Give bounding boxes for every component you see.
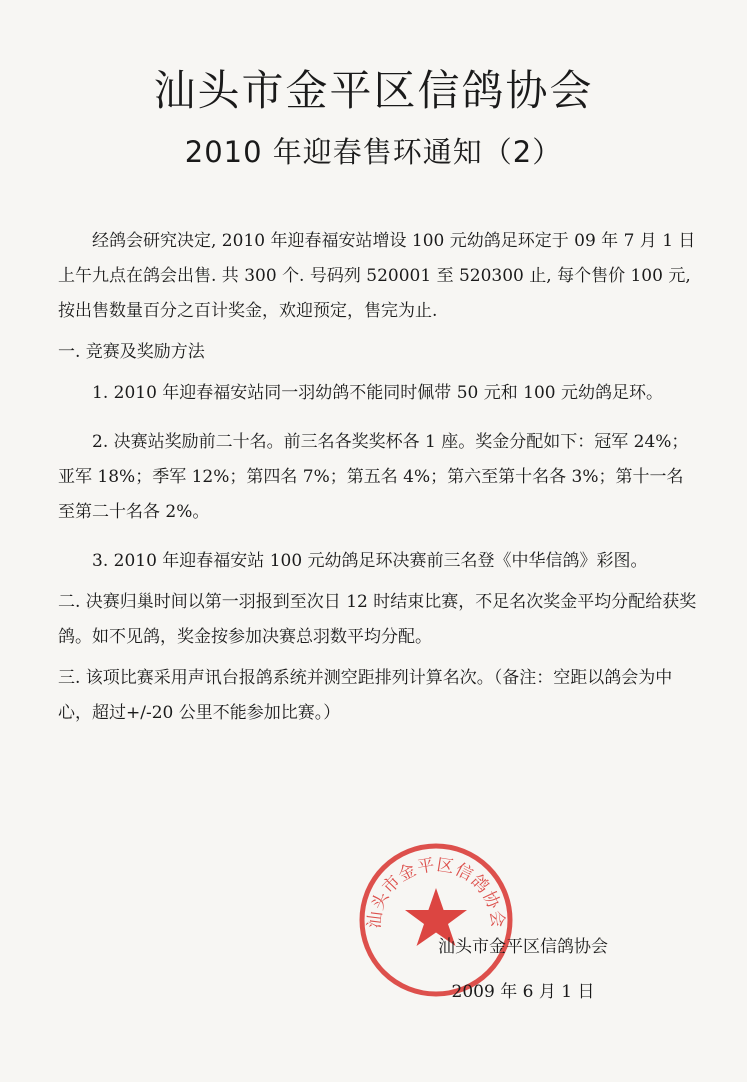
section-2-paragraph: 二. 决赛归巢时间以第一羽报到至次日 12 时结束比赛，不足名次奖金平均分配给获奖鸽。如不见鸽，奖金按参加决赛总羽数平均分配。 [58,592,697,647]
section-1-heading: 一. 竞赛及奖励方法 [58,342,205,362]
section-1-item-1: 1. 2010 年迎春福安站同一羽幼鸽不能同时佩带 50 元和 100 元幼鸽足环。 [92,383,663,403]
signature-organization: 汕头市金平区信鸽协会 [438,937,608,957]
seal-text: 汕头市金平区信鸽协会 [364,855,508,930]
section-1-item-2: 2. 决赛站奖励前二十名。前三名各奖奖杯各 1 座。奖金分配如下：冠军 24%；亚军 18%；季军 12%；第四名 7%；第五名 4%；第六至第十名各 3%；第十一名至第二十名各 2%。 [58,432,689,522]
organization-title: 汕头市金平区信鸽协会 [153,66,594,115]
section-1-item-3: 3. 2010 年迎春福安站 100 元幼鸽足环决赛前三名登《中华信鸽》彩图。 [92,551,648,571]
signature-date: 2009 年 6 月 1 日 [451,982,595,1002]
intro-paragraph: 经鸽会研究决定, 2010 年迎春福安站增设 100 元幼鸽足环定于 09 年 7 月 1 日上午九点在鸽会出售. 共 300 个. 号码列 520001 至 520300 止, 每个售价 100 元, 按出售数量百分之百计奖金，欢迎预定，售完为止. [58,231,696,321]
notice-title: 2010 年迎春售环通知（2） [184,135,563,169]
notice-body [58,224,698,731]
section-3-paragraph: 三. 该项比赛采用声讯台报鸽系统并测空距排列计算名次。（备注：空距以鸽会为中心，超过+/-20 公里不能参加比赛。） [58,668,673,723]
signature-block [418,925,628,1015]
